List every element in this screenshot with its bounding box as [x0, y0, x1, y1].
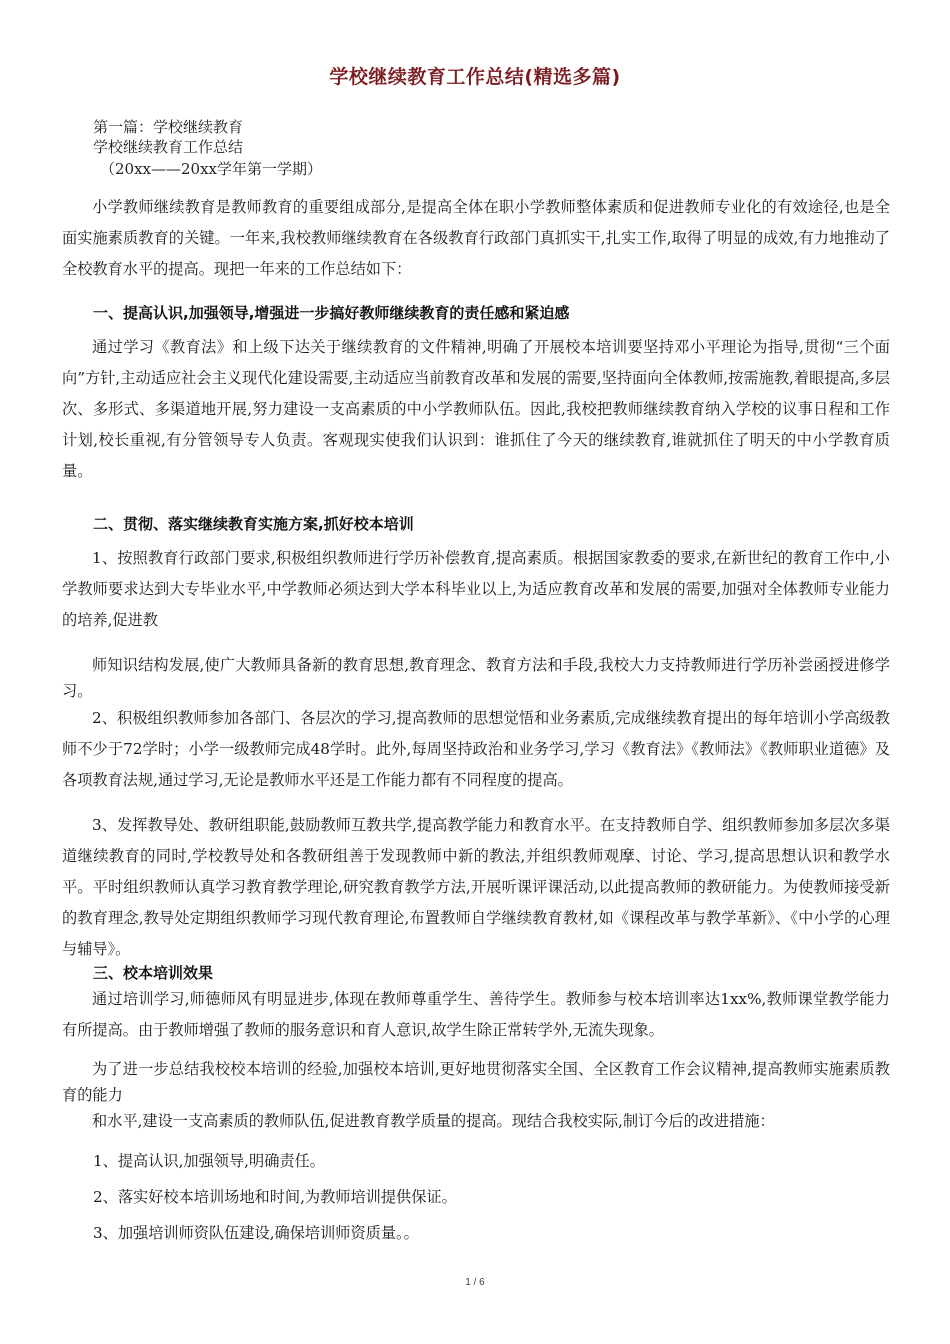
academic-period: （20xx——20xx学年第一学期）	[100, 160, 323, 178]
section-heading-3: 三、校本培训效果	[93, 964, 214, 982]
section-2-item-2: 2、积极组织教师参加各部门、各层次的学习,提高教师的思想觉悟和业务素质,完成继续教育提出的每年培训小学高级教师不少于72学时；小学一级教师完成48学时。此外,每周坚持政治和业务学习,学习《教育法》《教师法》《教师职业道德》及各项教育法规,通过学习,无论是教师水平还是工作能力都有不同程度的提高。	[62, 709, 890, 789]
section-2-item-3: 3、发挥教导处、教研组职能,鼓励教师互教共学,提高教学能力和教育水平。在支持教师自学、组织教师参加多层次多渠道继续教育的同时,学校教导处和各教研组善于发现教师中新的教法,并组织教师观摩、讨论、学习,提高思想认识和教学水平。平时组织教师认真学习教育教学理论,研究教育教学方法,开展听课评课活动,以此提高教师的教研能力。为使教师接受新的教育理念,教导处定期组织教师学习现代教育理论,布置教师自学继续教育教材,如《课程改革与教学革新》、《中小学的心理与辅导》。	[62, 816, 890, 958]
section-heading-1: 一、提高认识,加强领导,增强进一步搞好教师继续教育的责任感和紧迫感	[93, 304, 570, 322]
document-title: 学校继续教育工作总结(精选多篇)	[329, 66, 621, 88]
section-3-paragraph-3: 和水平,建设一支高素质的教师队伍,促进教育教学质量的提高。现结合我校实际,制订今后的改进措施：	[92, 1112, 775, 1130]
chapter-label: 第一篇：学校继续教育	[93, 118, 244, 136]
intro-paragraph: 小学教师继续教育是教师教育的重要组成部分,是提高全体在职小学教师整体素质和促进教师专业化的有效途径,也是全面实施素质教育的关键。一年来,我校教师继续教育在各级教育行政部门真抓实干,扎实工作,取得了明显的成效,有力地推动了全校教育水平的提高。现把一年来的工作总结如下：	[62, 198, 890, 278]
page-number: 1 / 6	[465, 1277, 485, 1288]
section-heading-2: 二、贯彻、落实继续教育实施方案,抓好校本培训	[93, 515, 414, 533]
measure-item-1: 1、提高认识,加强领导,明确责任。	[93, 1152, 325, 1170]
section-1-paragraph: 通过学习《教育法》和上级下达关于继续教育的文件精神,明确了开展校本培训要坚持邓小平理论为指导,贯彻“三个面向”方针,主动适应社会主义现代化建设需要,主动适应当前教育改革和发展的需要,坚持面向全体教师,按需施教,着眼提高,多层次、多形式、多渠道地开展,努力建设一支高素质的中小学教师队伍。因此,我校把教师继续教育纳入学校的议事日程和工作计划,校长重视,有分管领导专人负责。客观现实使我们认识到：谁抓住了今天的继续教育,谁就抓住了明天的中小学教育质量。	[62, 338, 890, 480]
section-3-paragraph-1: 通过培训学习,师德师风有明显进步,体现在教师尊重学生、善待学生。教师参与校本培训率达1xx%,教师课堂教学能力有所提高。由于教师增强了教师的服务意识和育人意识,故学生除正常转学外,无流失现象。	[62, 990, 890, 1039]
section-3-paragraph-2: 为了进一步总结我校校本培训的经验,加强校本培训,更好地贯彻落实全国、全区教育工作会议精神,提高教师实施素质教育的能力	[62, 1060, 890, 1104]
section-2-item-1-cont: 师知识结构发展,使广大教师具备新的教育思想,教育理念、教育方法和手段,我校大力支持教师进行学历补尝函授进修学习。	[62, 656, 890, 700]
measure-item-2: 2、落实好校本培训场地和时间,为教师培训提供保证。	[93, 1188, 457, 1206]
subtitle: 学校继续教育工作总结	[93, 138, 244, 156]
section-2-item-1: 1、按照教育行政部门要求,积极组织教师进行学历补偿教育,提高素质。根据国家教委的要求,在新世纪的教育工作中,小学教师要求达到大专毕业水平,中学教师必须达到大学本科毕业以上,为适应教育改革和发展的需要,加强对全体教师专业能力的培养,促进教	[62, 549, 890, 629]
measure-item-3: 3、加强培训师资队伍建设,确保培训师资质量。。	[93, 1224, 419, 1242]
